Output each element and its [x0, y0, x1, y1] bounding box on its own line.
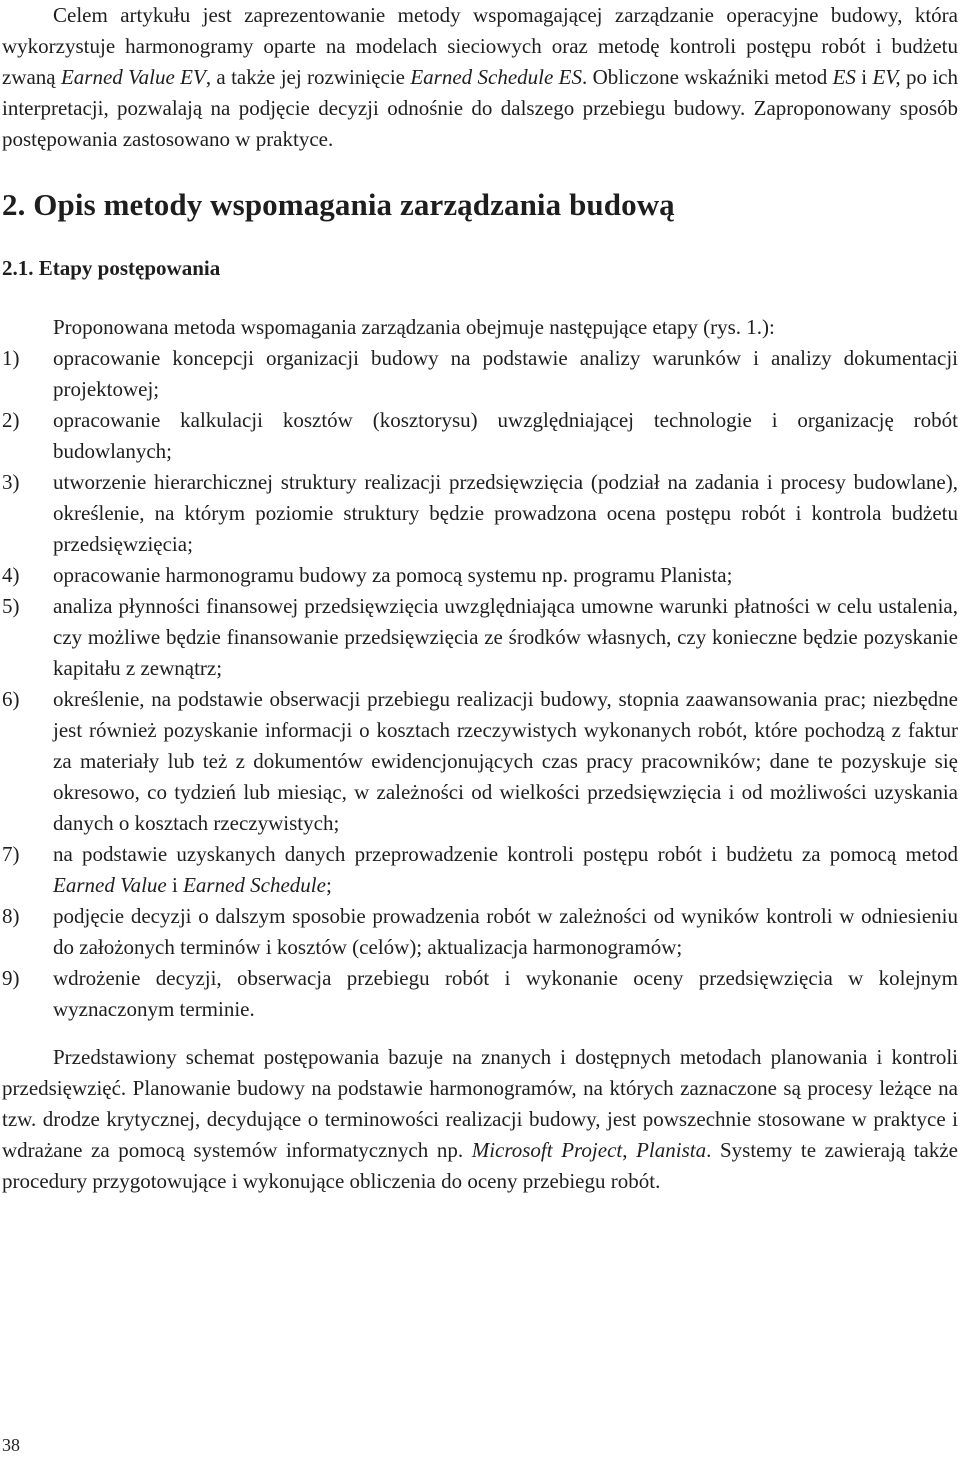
step-text-2: i [166, 873, 184, 897]
section-heading: 2. Opis metody wspomagania zarządzania budową [2, 187, 675, 222]
closing-italic-msproject: Microsoft Project [471, 1138, 623, 1162]
step-number: 3) [2, 470, 20, 494]
steps-lead: Proponowana metoda wspomagania zarządzania obejmuje następujące etapy (rys. 1.): [53, 315, 775, 339]
closing-text-2: , [622, 1138, 637, 1162]
step-number: 1) [2, 346, 20, 370]
list-item [2, 901, 958, 963]
list-item [2, 405, 958, 467]
step-text: określenie, na podstawie obserwacji przebiegu realizacji budowy, stopnia zaawansowania prac; niezbędne jest również pozyskanie informacji o kosztach rzeczywistych wykonanych robót, które pochodzą z faktur za materiały lub też z dokumentów ewidencjonujących czas pracy pracowników; dane te pozyskuje się okresowo, co tydzień lub miesiąc, w zależności od wielkości przedsięwzięcia i od możliwości uzyskania danych o kosztach rzeczywistych; [53, 687, 958, 835]
list-item [2, 343, 958, 405]
step-number: 9) [2, 966, 20, 990]
intro-text-5: po ich interpretacji, pozwalają na podjęcie decyzji odnośnie do dalszego przebiegu budowy. Zaproponowany sposób postępowania zastosowano w praktyce. [2, 65, 958, 151]
intro-text-3: . Obliczone wskaźniki metod [582, 65, 833, 89]
step-text: opracowanie koncepcji organizacji budowy na podstawie analizy warunków i analizy dokumentacji projektowej; [53, 346, 958, 401]
closing-italic-planista: Planista [636, 1138, 707, 1162]
step-text: opracowanie kalkulacji kosztów (kosztorysu) uwzględniającej technologie i organizację robót budowlanych; [53, 408, 958, 463]
intro-paragraph [2, 0, 958, 155]
list-item [2, 560, 958, 591]
intro-italic-es: Earned Schedule ES [410, 65, 582, 89]
intro-text-4: i [855, 65, 873, 89]
list-item [2, 684, 958, 839]
step-number: 6) [2, 687, 20, 711]
intro-italic-ev: Earned Value EV [60, 65, 206, 89]
steps-list [2, 343, 958, 1025]
list-item [2, 467, 958, 560]
page-number: 38 [2, 1435, 20, 1455]
intro-text-1: Celem artykułu jest zaprezentowanie metody wspomagającej zarządzanie operacyjne budowy, która wykorzystuje harmonogramy oparte na modelach sieciowych oraz metodę kontroli postępu robót i budżetu zwaną [2, 3, 958, 89]
subsection-heading: 2.1. Etapy postępowania [2, 256, 221, 280]
step-italic-es: Earned Schedule [183, 873, 326, 897]
list-item [2, 963, 958, 1025]
step-text: opracowanie harmonogramu budowy za pomocą systemu np. programu Planista; [53, 563, 733, 587]
step-number: 4) [2, 563, 20, 587]
step-italic-ev: Earned Value [53, 873, 167, 897]
step-text: utworzenie hierarchicznej struktury realizacji przedsięwzięcia (podział na zadania i procesy budowlane), określenie, na którym poziomie struktury będzie prowadzona ocena postępu robót i kontrola budżetu przedsięwzięcia; [53, 470, 958, 556]
step-number: 7) [2, 842, 20, 866]
step-number: 5) [2, 594, 20, 618]
intro-text-2: , a także jej rozwinięcie [205, 65, 411, 89]
step-number: 8) [2, 904, 20, 928]
step-text-1: na podstawie uzyskanych danych przeprowadzenie kontroli postępu robót i budżetu za pomocą metod [53, 842, 958, 866]
step-text: analiza płynności finansowej przedsięwzięcia uwzględniająca umowne warunki płatności w celu ustalenia, czy możliwe będzie finansowanie przedsięwzięcia ze środków własnych, czy konieczne będzie pozyskanie kapitału z zewnątrz; [53, 594, 958, 680]
page-body [2, 0, 958, 1197]
step-text: wdrożenie decyzji, obserwacja przebiegu robót i wykonanie oceny przedsięwzięcia w kolejnym wyznaczonym terminie. [53, 966, 958, 1021]
intro-italic-ev-short: EV, [872, 65, 901, 89]
step-text: podjęcie decyzji o dalszym sposobie prowadzenia robót w zależności od wyników kontroli w odniesieniu do założonych terminów i kosztów (celów); aktualizacja harmonogramów; [53, 904, 958, 959]
list-item [2, 591, 958, 684]
closing-text-3: . Systemy te zawierają także procedury przygotowujące i wykonujące obliczenia do oceny przebiegu robót. [2, 1138, 958, 1193]
step-number: 2) [2, 408, 20, 432]
closing-paragraph [2, 1042, 958, 1197]
list-item [2, 839, 958, 901]
step-text-3: ; [325, 873, 332, 897]
closing-text-1: Przedstawiony schemat postępowania bazuje na znanych i dostępnych metodach planowania i kontroli przedsięwzięć. Planowanie budowy na podstawie harmonogramów, na których zaznaczone są procesy leżące na tzw. drodze krytycznej, decydujące o terminowości realizacji budowy, jest powszechnie stosowane w praktyce i wdrażane za pomocą systemów informatycznych np. [2, 1045, 958, 1162]
intro-italic-es-short: ES [832, 65, 856, 89]
